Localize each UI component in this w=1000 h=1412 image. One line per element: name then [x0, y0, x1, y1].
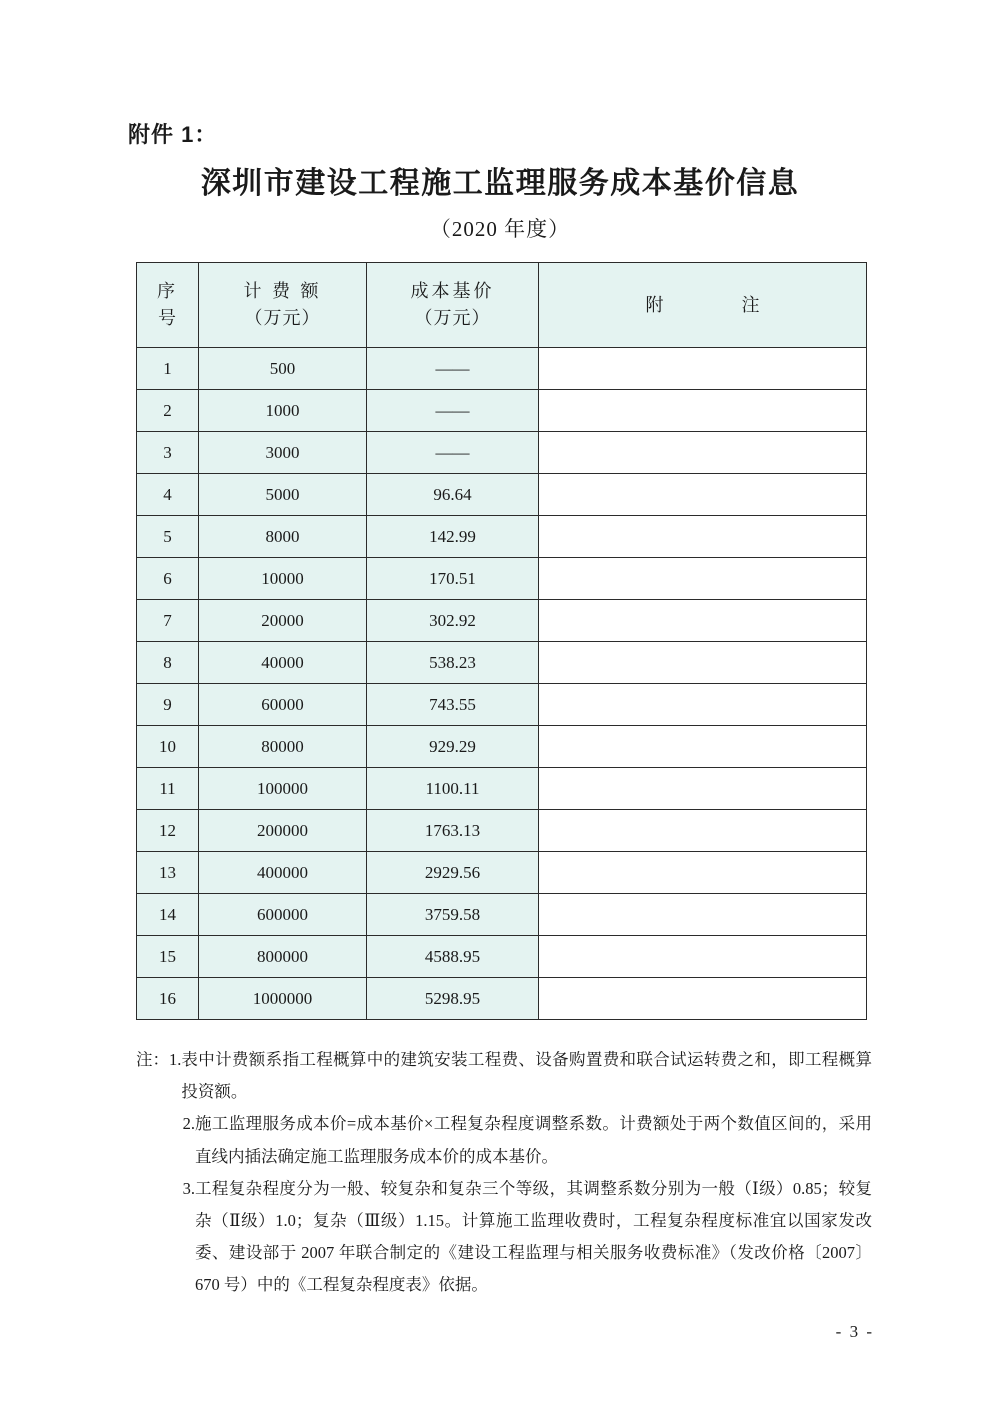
note-number: 3.: [182, 1178, 195, 1198]
cell-note: [539, 642, 867, 684]
table-row: [137, 768, 867, 810]
cell-index: 7: [137, 600, 199, 642]
cell-index: 6: [137, 558, 199, 600]
column-header-base-line2: （万元）: [414, 308, 491, 328]
cell-fee: 60000: [199, 684, 367, 726]
cell-fee: 3000: [199, 432, 367, 474]
cell-index: 1: [137, 348, 199, 390]
cell-index: 5: [137, 516, 199, 558]
column-header-index: [137, 263, 199, 348]
notes-lead-label: 注：: [136, 1050, 169, 1069]
cell-base: 2929.56: [367, 852, 539, 894]
table-row: [137, 810, 867, 852]
note-text: 工程复杂程度分为一般、较复杂和复杂三个等级，其调整系数分别为一般（Ⅰ级）0.85；较复杂（Ⅱ级）1.0；复杂（Ⅲ级）1.15。计算施工监理收费时，工程复杂程度标准宜以国家发改委、建设部于 2007 年联合制定的《建设工程监理与相关服务收费标准》（发改价格〔2007〕670 号）中的《工程复杂程度表》依据。: [195, 1178, 872, 1295]
cell-base: 1763.13: [367, 810, 539, 852]
notes-lead-spacer: [136, 1108, 157, 1140]
note-number: 1.: [169, 1050, 182, 1069]
table-row: [137, 600, 867, 642]
cell-base: 5298.95: [367, 978, 539, 1020]
cell-fee: 1000000: [199, 978, 367, 1020]
cell-index: 4: [137, 474, 199, 516]
cell-index: 2: [137, 390, 199, 432]
table-row: [137, 726, 867, 768]
cell-base: ——: [367, 432, 539, 474]
cell-fee: 5000: [199, 474, 367, 516]
cell-fee: 200000: [199, 810, 367, 852]
column-header-fee-line2: （万元）: [244, 308, 321, 328]
attachment-label: 附件 1：: [128, 122, 218, 147]
cell-index: 13: [137, 852, 199, 894]
cell-fee: 8000: [199, 516, 367, 558]
column-header-index-line2: 号: [158, 308, 177, 328]
cell-note: [539, 432, 867, 474]
column-header-note-label: 附 注: [645, 294, 774, 315]
table-row: [137, 684, 867, 726]
cell-index: 10: [137, 726, 199, 768]
cell-index: 9: [137, 684, 199, 726]
cell-base: 929.29: [367, 726, 539, 768]
cell-index: 14: [137, 894, 199, 936]
cell-base: 142.99: [367, 516, 539, 558]
cell-base: 743.55: [367, 684, 539, 726]
cell-note: [539, 726, 867, 768]
notes-lead-spacer: [136, 1173, 157, 1205]
cell-base: 3759.58: [367, 894, 539, 936]
cell-fee: 1000: [199, 390, 367, 432]
cell-fee: 600000: [199, 894, 367, 936]
cell-note: [539, 348, 867, 390]
cell-base: ——: [367, 348, 539, 390]
cell-note: [539, 558, 867, 600]
cell-fee: 500: [199, 348, 367, 390]
cell-index: 8: [137, 642, 199, 684]
cell-base: 96.64: [367, 474, 539, 516]
column-header-fee-line1: 计 费 额: [243, 281, 322, 301]
table-row: [137, 936, 867, 978]
cell-fee: 20000: [199, 600, 367, 642]
cell-index: 11: [137, 768, 199, 810]
cell-note: [539, 978, 867, 1020]
table-row: [137, 516, 867, 558]
table-row: [137, 852, 867, 894]
cell-base: 538.23: [367, 642, 539, 684]
column-header-index-line1: 序: [157, 281, 178, 301]
cell-base: 170.51: [367, 558, 539, 600]
cell-fee: 80000: [199, 726, 367, 768]
cell-index: 12: [137, 810, 199, 852]
cell-fee: 40000: [199, 642, 367, 684]
table-header-row: [137, 263, 867, 348]
note-text: 表中计费额系指工程概算中的建筑安装工程费、设备购置费和联合试运转费之和，即工程概算投资额。: [181, 1050, 872, 1102]
cell-index: 3: [137, 432, 199, 474]
table-row: [137, 348, 867, 390]
page-subtitle: （2020 年度）: [429, 217, 571, 241]
page-number: - 3 -: [835, 1322, 874, 1341]
cell-note: [539, 684, 867, 726]
table-body: [137, 348, 867, 1020]
cell-note: [539, 894, 867, 936]
note-item: [136, 1108, 872, 1172]
cell-base: ——: [367, 390, 539, 432]
table-row: [137, 474, 867, 516]
cell-note: [539, 936, 867, 978]
cell-fee: 10000: [199, 558, 367, 600]
cell-note: [539, 516, 867, 558]
table-row: [137, 390, 867, 432]
cell-note: [539, 768, 867, 810]
cell-fee: 800000: [199, 936, 367, 978]
table-row: [137, 558, 867, 600]
column-header-note: [539, 263, 867, 348]
cell-base: 302.92: [367, 600, 539, 642]
table-row: [137, 978, 867, 1020]
cell-fee: 400000: [199, 852, 367, 894]
note-text: 施工监理服务成本价=成本基价×工程复杂程度调整系数。计费额处于两个数值区间的，采用直线内插法确定施工监理服务成本价的成本基价。: [195, 1114, 872, 1166]
note-item: [136, 1173, 872, 1302]
notes-section: [136, 1044, 872, 1301]
cell-index: 15: [137, 936, 199, 978]
table-row: [137, 894, 867, 936]
cell-note: [539, 810, 867, 852]
column-header-fee: [199, 263, 367, 348]
cost-base-price-table: [136, 262, 867, 1020]
cell-note: [539, 474, 867, 516]
column-header-base: [367, 263, 539, 348]
table-row: [137, 432, 867, 474]
cell-index: 16: [137, 978, 199, 1020]
cell-note: [539, 600, 867, 642]
column-header-base-line1: 成本基价: [410, 281, 495, 301]
table-row: [137, 642, 867, 684]
cell-base: 4588.95: [367, 936, 539, 978]
cell-base: 1100.11: [367, 768, 539, 810]
cell-fee: 100000: [199, 768, 367, 810]
note-number: 2.: [182, 1114, 195, 1134]
page-title: 深圳市建设工程施工监理服务成本基价信息: [200, 167, 800, 200]
cell-note: [539, 852, 867, 894]
cell-note: [539, 390, 867, 432]
note-item: [136, 1044, 872, 1108]
